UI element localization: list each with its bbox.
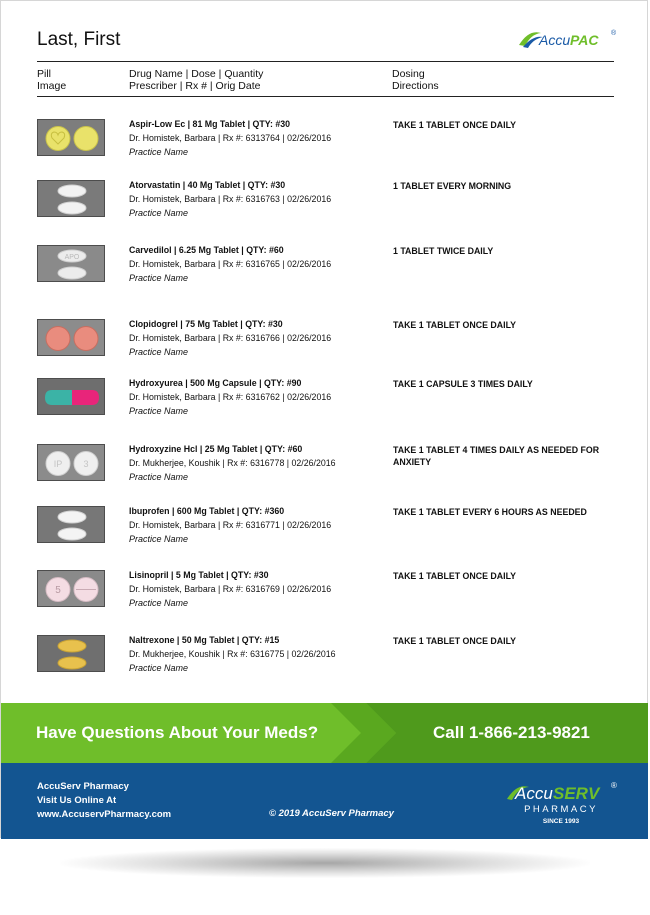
dosing-directions: TAKE 1 TABLET ONCE DAILY [393,636,517,646]
pill-image-hydroxyurea [37,378,105,415]
pill-image-ibuprofen [37,506,105,543]
header-divider-bottom [37,96,614,97]
accupac-logo [517,25,627,51]
col-header-dosing-label: Dosing [392,68,425,80]
page-drop-shadow [60,848,590,878]
accuserv-logo [503,777,623,835]
dosing-directions: TAKE 1 TABLET EVERY 6 HOURS AS NEEDED [393,507,587,517]
pill-icon [38,507,106,544]
medication-row [1,635,649,685]
pill-image-hydroxyzine [37,444,105,481]
col-header-drug-line2: Prescriber | Rx # | Orig Date [129,79,261,92]
accupac-reg-mark: ® [611,30,617,37]
dosing-directions: 1 TABLET EVERY MORNING [393,181,512,191]
drug-name: Atorvastatin | 40 Mg Tablet | QTY: #30 [129,180,286,190]
pill-icon [38,445,106,482]
pill-imprint: IP [53,459,63,469]
pill-icon [38,120,106,157]
pill-image-clopidogrel [37,319,105,356]
accuserv-pharmacy-label: PHARMACY [524,804,598,815]
prescriber-info: Dr. Homistek, Barbara | Rx #: 6316765 | 02/26/2016 [129,259,332,269]
dosing-directions: TAKE 1 TABLET ONCE DAILY [393,571,517,581]
medication-row [1,119,649,169]
pill-icon [38,636,106,673]
footer-pharmacy-name: AccuServ Pharmacy [37,781,129,792]
dosing-directions: 1 TABLET TWICE DAILY [393,246,494,256]
drug-name: Lisinopril | 5 Mg Tablet | QTY: #30 [129,570,269,580]
medication-row [1,506,649,556]
prescriber-info: Dr. Mukherjee, Koushik | Rx #: 6316775 | 02/26/2016 [129,649,336,659]
pill-image-lisinopril [37,570,105,607]
practice-name: Practice Name [129,273,189,283]
accuserv-logo-text-2: SERV [553,784,600,803]
practice-name: Practice Name [129,663,189,673]
practice-name: Practice Name [129,598,189,608]
pill-image-atorvastatin [37,180,105,217]
footer [1,763,648,839]
footer-copyright: © 2019 AccuServ Pharmacy [269,808,394,819]
accuserv-reg-mark: ® [611,781,617,790]
pill-imprint: APO [64,254,80,261]
medication-row [1,444,649,494]
practice-name: Practice Name [129,534,189,544]
pill-imprint: 3 [83,459,89,469]
practice-name: Practice Name [129,472,189,482]
prescriber-info: Dr. Homistek, Barbara | Rx #: 6313764 | 02/26/2016 [129,133,332,143]
drug-name: Hydroxyzine Hcl | 25 Mg Tablet | QTY: #60 [129,444,303,454]
pill-imprint: 5 [55,585,61,596]
col-header-image-label: Image [37,79,67,92]
pill-icon [38,246,106,283]
prescriber-info: Dr. Homistek, Barbara | Rx #: 6316769 | 02/26/2016 [129,584,332,594]
footer-visit-text: Visit Us Online At [37,795,117,806]
accuserv-since-label: SINCE 1993 [542,818,580,825]
drug-name: Clopidogrel | 75 Mg Tablet | QTY: #30 [129,319,283,329]
prescriber-info: Dr. Homistek, Barbara | Rx #: 6316766 | 02/26/2016 [129,333,332,343]
medication-row [1,570,649,620]
dosing-directions: TAKE 1 TABLET ONCE DAILY [393,320,517,330]
accupac-logo-text-1: Accu [539,32,571,48]
pill-icon [38,571,106,608]
drug-name: Naltrexone | 50 Mg Tablet | QTY: #15 [129,635,280,645]
drug-name: Aspir-Low Ec | 81 Mg Tablet | QTY: #30 [129,119,291,129]
banner-phone-link[interactable]: Call 1-866-213-9821 [433,723,590,742]
drug-name: Ibuprofen | 600 Mg Tablet | QTY: #360 [129,506,285,516]
medication-row [1,180,649,230]
dosing-directions: TAKE 1 CAPSULE 3 TIMES DAILY [393,379,533,389]
footer-website-link[interactable]: www.AccuservPharmacy.com [37,809,172,820]
prescriber-info: Dr. Homistek, Barbara | Rx #: 6316771 | 02/26/2016 [129,520,332,530]
col-header-directions-label: Directions [392,79,439,92]
patient-name: Last, First [37,29,121,50]
header-divider-top [37,61,614,62]
pill-image-aspir-low [37,119,105,156]
pill-image-carvedilol [37,245,105,282]
pill-image-naltrexone [37,635,105,672]
col-header-drug [129,69,263,92]
col-header-pill-image [37,69,66,92]
medication-row [1,319,649,369]
prescriber-info: Dr. Homistek, Barbara | Rx #: 6316763 | 02/26/2016 [129,194,332,204]
drug-name: Carvedilol | 6.25 Mg Tablet | QTY: #60 [129,245,284,255]
practice-name: Practice Name [129,347,189,357]
prescriber-info: Dr. Homistek, Barbara | Rx #: 6316762 | 02/26/2016 [129,392,332,402]
capsule-icon [38,379,106,416]
accuserv-logo-text-1: Accu [515,784,553,803]
dosing-directions: TAKE 1 TABLET ONCE DAILY [393,120,517,130]
medication-row [1,378,649,428]
practice-name: Practice Name [129,406,189,416]
drug-name: Hydroxyurea | 500 Mg Capsule | QTY: #90 [129,378,302,388]
col-header-directions [392,69,439,92]
practice-name: Practice Name [129,147,189,157]
prescriber-info: Dr. Mukherjee, Koushik | Rx #: 6316778 | 02/26/2016 [129,458,336,468]
col-header-pill-label: Pill [37,68,52,80]
pill-icon [38,181,106,218]
col-header-drug-line1: Drug Name | Dose | Quantity [129,68,264,80]
practice-name: Practice Name [129,208,189,218]
dosing-directions: TAKE 1 TABLET 4 TIMES DAILY AS NEEDED FOR ANXIETY [393,445,600,467]
medication-row [1,245,649,295]
questions-banner [1,703,648,763]
pill-icon [38,320,106,357]
accupac-logo-text-2: PAC [570,32,599,48]
banner-question-text: Have Questions About Your Meds? [36,723,319,742]
